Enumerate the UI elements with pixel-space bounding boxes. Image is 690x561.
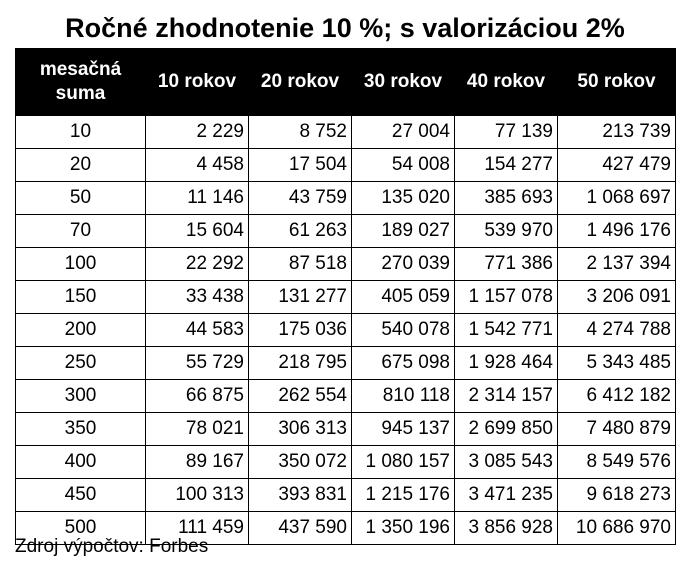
value-cell: 61 263 xyxy=(249,215,352,248)
monthly-sum-cell: 250 xyxy=(16,347,146,380)
table-row xyxy=(16,248,676,281)
value-cell: 66 875 xyxy=(146,380,249,413)
monthly-sum-cell: 50 xyxy=(16,182,146,215)
header-10-years: 10 rokov xyxy=(146,49,249,116)
value-cell: 89 167 xyxy=(146,446,249,479)
table-row xyxy=(16,215,676,248)
table-row xyxy=(16,446,676,479)
header-30-years: 30 rokov xyxy=(352,49,455,116)
monthly-sum-cell: 10 xyxy=(16,116,146,149)
value-cell: 1 496 176 xyxy=(558,215,676,248)
header-monthly-sum-line2: suma xyxy=(55,83,106,104)
value-cell: 111 459 xyxy=(146,512,249,545)
value-cell: 54 008 xyxy=(352,149,455,182)
value-cell: 540 078 xyxy=(352,314,455,347)
header-40-years: 40 rokov xyxy=(455,49,558,116)
table-body xyxy=(16,116,676,545)
valuation-table xyxy=(15,48,676,545)
value-cell: 154 277 xyxy=(455,149,558,182)
monthly-sum-cell: 500 xyxy=(16,512,146,545)
value-cell: 218 795 xyxy=(249,347,352,380)
table-header-row xyxy=(16,49,676,116)
value-cell: 2 699 850 xyxy=(455,413,558,446)
table-row xyxy=(16,347,676,380)
table-row xyxy=(16,380,676,413)
value-cell: 270 039 xyxy=(352,248,455,281)
monthly-sum-cell: 400 xyxy=(16,446,146,479)
value-cell: 189 027 xyxy=(352,215,455,248)
table-row xyxy=(16,116,676,149)
value-cell: 2 314 157 xyxy=(455,380,558,413)
table-row xyxy=(16,149,676,182)
value-cell: 3 085 543 xyxy=(455,446,558,479)
value-cell: 405 059 xyxy=(352,281,455,314)
value-cell: 3 856 928 xyxy=(455,512,558,545)
value-cell: 675 098 xyxy=(352,347,455,380)
monthly-sum-cell: 150 xyxy=(16,281,146,314)
page-title: Ročné zhodnotenie 10 %; s valorizáciou 2% xyxy=(65,13,625,43)
value-cell: 7 480 879 xyxy=(558,413,676,446)
value-cell: 87 518 xyxy=(249,248,352,281)
value-cell: 393 831 xyxy=(249,479,352,512)
value-cell: 2 137 394 xyxy=(558,248,676,281)
table-row xyxy=(16,413,676,446)
value-cell: 350 072 xyxy=(249,446,352,479)
value-cell: 306 313 xyxy=(249,413,352,446)
value-cell: 3 206 091 xyxy=(558,281,676,314)
value-cell: 385 693 xyxy=(455,182,558,215)
value-cell: 17 504 xyxy=(249,149,352,182)
value-cell: 15 604 xyxy=(146,215,249,248)
value-cell: 135 020 xyxy=(352,182,455,215)
value-cell: 1 080 157 xyxy=(352,446,455,479)
value-cell: 10 686 970 xyxy=(558,512,676,545)
table-row xyxy=(16,479,676,512)
value-cell: 5 343 485 xyxy=(558,347,676,380)
header-20-years: 20 rokov xyxy=(249,49,352,116)
monthly-sum-cell: 450 xyxy=(16,479,146,512)
header-monthly-sum-line1: mesačná xyxy=(39,59,122,80)
value-cell: 175 036 xyxy=(249,314,352,347)
value-cell: 771 386 xyxy=(455,248,558,281)
value-cell: 55 729 xyxy=(146,347,249,380)
value-cell: 131 277 xyxy=(249,281,352,314)
value-cell: 1 350 196 xyxy=(352,512,455,545)
value-cell: 8 549 576 xyxy=(558,446,676,479)
value-cell: 1 068 697 xyxy=(558,182,676,215)
table-row xyxy=(16,182,676,215)
monthly-sum-cell: 20 xyxy=(16,149,146,182)
value-cell: 4 274 788 xyxy=(558,314,676,347)
value-cell: 1 542 771 xyxy=(455,314,558,347)
value-cell: 11 146 xyxy=(146,182,249,215)
monthly-sum-cell: 300 xyxy=(16,380,146,413)
monthly-sum-cell: 200 xyxy=(16,314,146,347)
value-cell: 1 928 464 xyxy=(455,347,558,380)
value-cell: 427 479 xyxy=(558,149,676,182)
monthly-sum-cell: 100 xyxy=(16,248,146,281)
value-cell: 437 590 xyxy=(249,512,352,545)
value-cell: 44 583 xyxy=(146,314,249,347)
table-row xyxy=(16,314,676,347)
value-cell: 6 412 182 xyxy=(558,380,676,413)
value-cell: 27 004 xyxy=(352,116,455,149)
value-cell: 9 618 273 xyxy=(558,479,676,512)
monthly-sum-cell: 70 xyxy=(16,215,146,248)
value-cell: 2 229 xyxy=(146,116,249,149)
value-cell: 3 471 235 xyxy=(455,479,558,512)
value-cell: 78 021 xyxy=(146,413,249,446)
value-cell: 77 139 xyxy=(455,116,558,149)
value-cell: 810 118 xyxy=(352,380,455,413)
value-cell: 539 970 xyxy=(455,215,558,248)
table-row xyxy=(16,281,676,314)
source-note: Zdroj výpočtov: Forbes xyxy=(15,536,209,557)
value-cell: 213 739 xyxy=(558,116,676,149)
value-cell: 945 137 xyxy=(352,413,455,446)
header-50-years: 50 rokov xyxy=(558,49,676,116)
header-monthly-sum xyxy=(16,49,146,116)
value-cell: 43 759 xyxy=(249,182,352,215)
value-cell: 1 157 078 xyxy=(455,281,558,314)
value-cell: 100 313 xyxy=(146,479,249,512)
value-cell: 4 458 xyxy=(146,149,249,182)
value-cell: 1 215 176 xyxy=(352,479,455,512)
value-cell: 22 292 xyxy=(146,248,249,281)
value-cell: 33 438 xyxy=(146,281,249,314)
monthly-sum-cell: 350 xyxy=(16,413,146,446)
value-cell: 8 752 xyxy=(249,116,352,149)
value-cell: 262 554 xyxy=(249,380,352,413)
